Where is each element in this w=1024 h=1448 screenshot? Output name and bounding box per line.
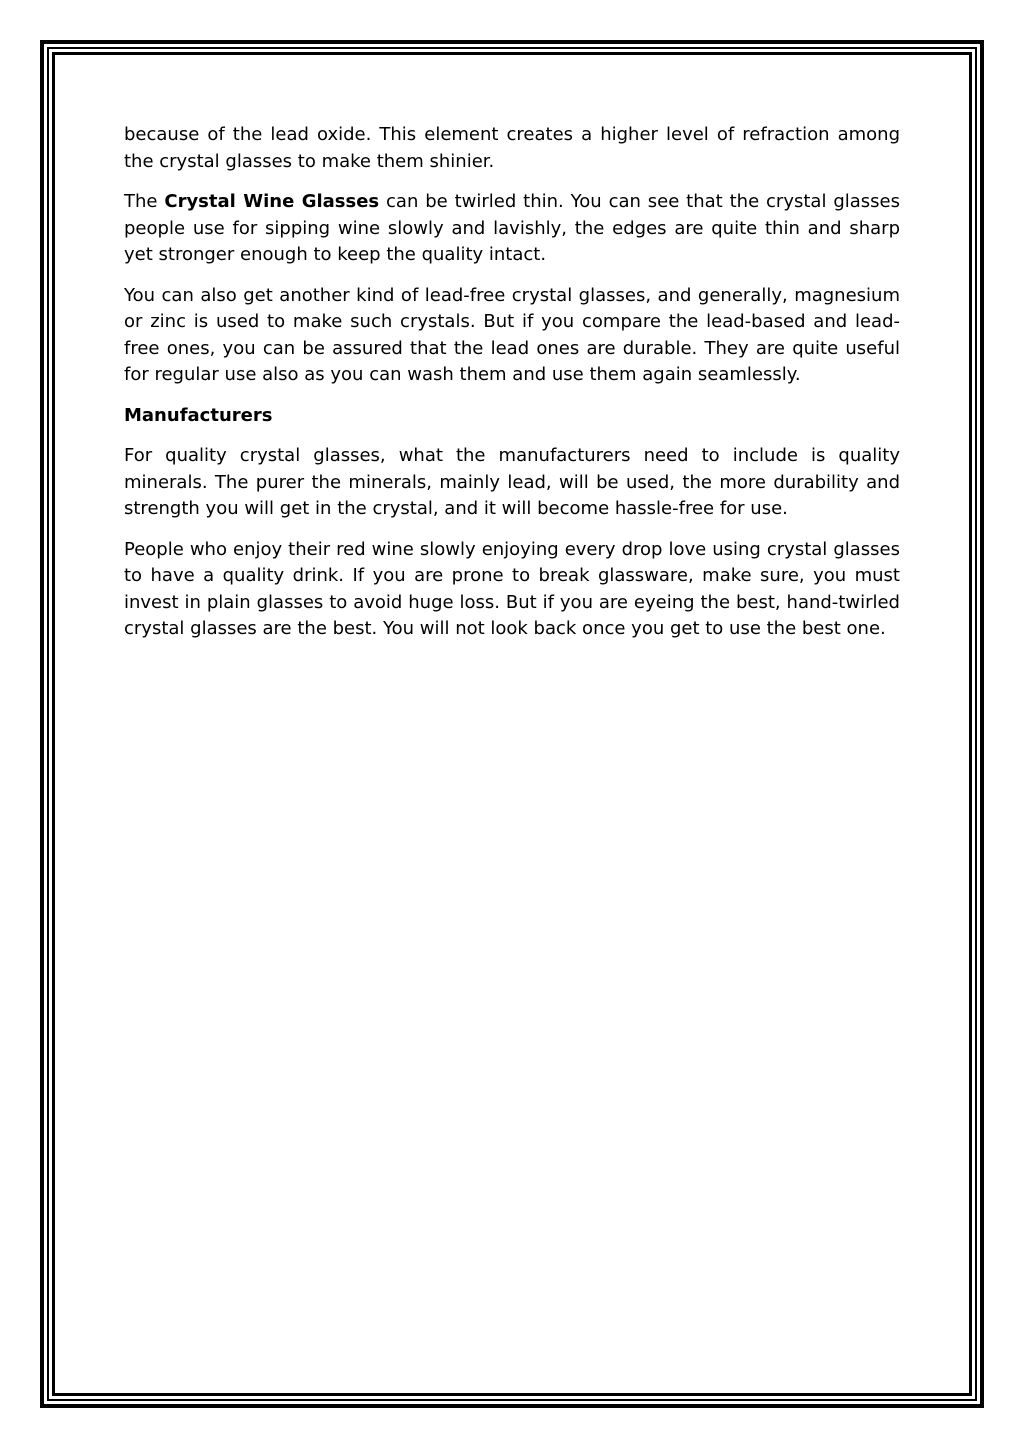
heading-manufacturers: Manufacturers (124, 404, 273, 426)
paragraph-red-wine: People who enjoy their red wine slowly enjoying every drop love using crystal glasses to have a quality drink. If you are prone to break glassware, make sure, you must invest in plain glasses to avoid huge loss. But if you are eyeing the best, hand-twirled crystal glasses are the best. You will not look back once you get to use the best one. (124, 538, 900, 639)
document-body (124, 122, 900, 657)
paragraph-text-after: can be twirled thin. You can see that the crystal glasses people use for sipping wine slowly and lavishly, the edges are quite thin and sharp yet stronger enough to keep the quality intact. (124, 191, 900, 265)
bold-term-crystal-wine-glasses: Crystal Wine Glasses (164, 191, 380, 212)
paragraph-crystal-wine-glasses (124, 189, 900, 269)
paragraph-quality-minerals: For quality crystal glasses, what the manufacturers need to include is quality minerals. The purer the minerals, mainly lead, will be used, the more durability and strength you will get in the crystal, and it will become hassle-free for use. (124, 445, 900, 519)
paragraph-lead-oxide: because of the lead oxide. This element creates a higher level of refraction among the crystal glasses to make them shinier. (124, 124, 900, 172)
paragraph-text-before: The (124, 191, 165, 212)
paragraph-lead-free: You can also get another kind of lead-free crystal glasses, and generally, magnesium or zinc is used to make such crystals. But if you compare the lead-based and lead-free ones, you can be assured that the lead ones are durable. They are quite useful for regular use also as you can wash them and use them again seamlessly. (124, 284, 900, 385)
